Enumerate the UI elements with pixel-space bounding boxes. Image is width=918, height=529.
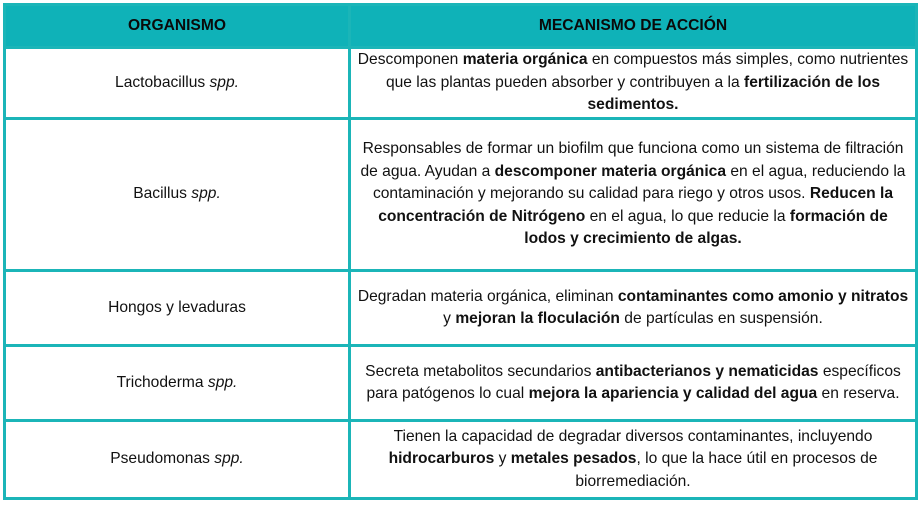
text: y	[443, 310, 456, 327]
bold-text: Reducen la concentración de Nitrógeno	[378, 185, 894, 225]
bold-text: antibacterianos y nematicidas	[595, 362, 819, 380]
organism-mechanism-table	[3, 3, 918, 500]
header-mecanismo: MECANISMO DE ACCIÓN	[350, 5, 917, 48]
bold-text: formación de lodos y crecimiento de algas.	[524, 207, 888, 248]
mechanism-cell	[350, 48, 917, 119]
table-row	[5, 271, 917, 346]
table-row	[5, 119, 917, 271]
bold-text: metales pesados	[510, 450, 637, 468]
text: de partículas en suspensión.	[619, 310, 823, 327]
text: Tienen la capacidad de degradar diversos contaminantes, incluyendo	[393, 427, 873, 445]
table-row	[5, 346, 917, 421]
organism-cell: Bacillus spp.	[5, 119, 350, 271]
bold-text: fertilización de los sedimentos.	[587, 73, 881, 114]
bold-text: materia orgánica	[462, 51, 588, 69]
mechanism-cell	[350, 271, 917, 346]
mechanism-cell	[350, 346, 917, 421]
header-organismo: ORGANISMO	[5, 5, 350, 48]
mechanism-cell	[350, 421, 917, 499]
organism-cell: Lactobacillus spp.	[5, 48, 350, 119]
bold-text: hidrocarburos	[388, 450, 495, 468]
text: Degradan materia orgánica, eliminan	[357, 287, 618, 305]
text: en reserva.	[817, 385, 900, 402]
text: en el agua, lo que reducie la	[585, 207, 790, 225]
text: en compuestos más simples, como nutrientes que las plantas pueden absorber y contribuyen a la	[385, 51, 909, 91]
bold-text: contaminantes como amonio y nitratos	[617, 287, 909, 305]
table-header-row	[5, 5, 917, 48]
organism-cell: Trichoderma spp.	[5, 346, 350, 421]
bold-text: descomponer materia orgánica	[494, 162, 727, 180]
organism-cell: Pseudomonas spp.	[5, 421, 350, 499]
text: Responsables de formar un biofilm que funciona como un sistema de filtración de agua. Ayudan a	[360, 140, 904, 180]
bold-text: mejoran la floculación	[455, 310, 620, 327]
table-row	[5, 421, 917, 499]
table-row	[5, 48, 917, 119]
text: Descomponen	[357, 51, 463, 69]
text: en el agua, reduciendo la contaminación y mejorando su calidad para riego y otros usos.	[372, 162, 906, 203]
mechanism-cell	[350, 119, 917, 271]
text: y	[494, 450, 511, 468]
text: Secreta metabolitos secundarios	[365, 362, 596, 380]
bold-text: mejora la apariencia y calidad del agua	[528, 385, 818, 402]
organism-cell: Hongos y levaduras	[5, 271, 350, 346]
text: específicos para patógenos lo cual	[366, 362, 901, 402]
text: , lo que la hace útil en procesos de biorremediación.	[575, 450, 878, 490]
